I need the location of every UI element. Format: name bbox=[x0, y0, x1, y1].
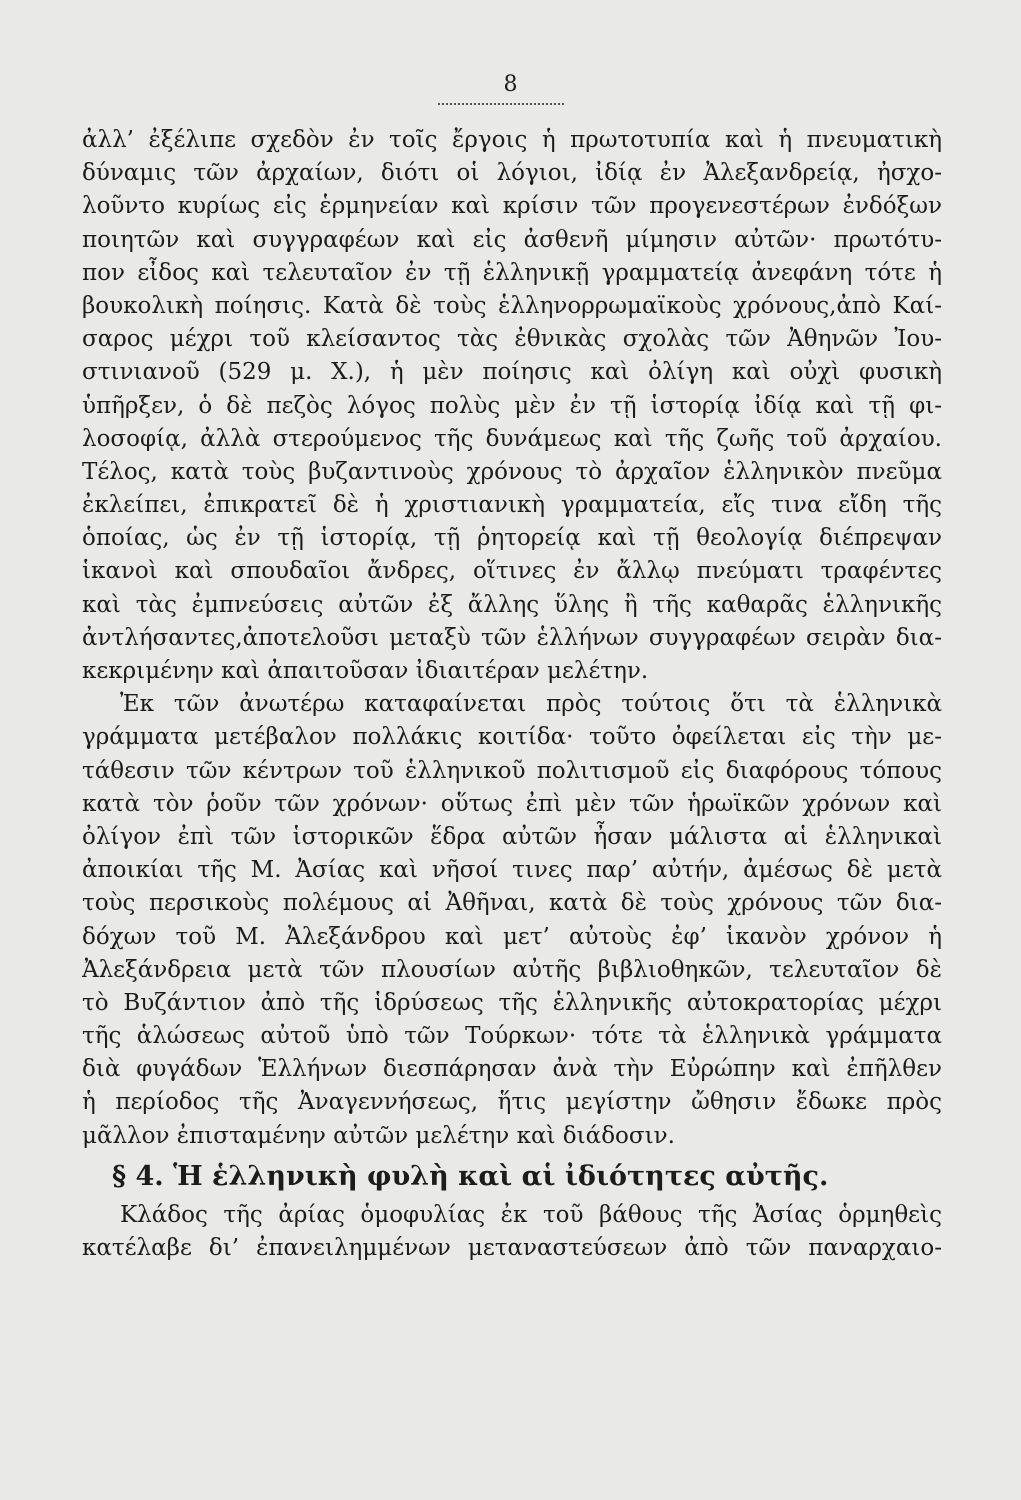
text-line: κεκριμένην καὶ ἀπαιτοῦσαν ἰδιαιτέραν μελέτην. bbox=[82, 658, 649, 684]
text-line: τῆς ἁλώσεως αὐτοῦ ὑπὸ τῶν Τούρκων· τότε τὰ ἑλληνικὰ γράμματα bbox=[82, 1023, 942, 1050]
body-text bbox=[82, 124, 942, 1265]
text-line: κατὰ τὸν ῥοῦν τῶν χρόνων· οὕτως ἐπὶ μὲν τῶν ἡρωϊκῶν χρόνων καὶ bbox=[82, 790, 942, 817]
text-line: τάθεσιν τῶν κέντρων τοῦ ἑλληνικοῦ πολιτισμοῦ εἰς διαφόρους τόπους bbox=[82, 757, 942, 784]
text-line: Κλάδος τῆς ἀρίας ὁμοφυλίας ἐκ τοῦ βάθους τῆς Ἀσίας ὁρμηθεὶς bbox=[120, 1201, 942, 1228]
section-heading: § 4. Ἡ ἑλληνικὴ φυλὴ καὶ αἱ ἰδιότητες αὐτῆς. bbox=[112, 1160, 829, 1192]
text-line: τοὺς περσικοὺς πολέμους αἱ Ἀθῆναι, κατὰ δὲ τοὺς χρόνους τῶν δια- bbox=[82, 890, 942, 917]
text-line: μᾶλλον ἐπισταμένην αὐτῶν μελέτην καὶ διάδοσιν. bbox=[82, 1122, 675, 1149]
text-line: ἱκανοὶ καὶ σπουδαῖοι ἄνδρες, οἵτινες ἐν ἄλλῳ πνεύματι τραφέντες bbox=[82, 558, 942, 585]
text-line: διὰ φυγάδων Ἑλλήνων διεσπάρησαν ἀνὰ τὴν Εὐρώπην καὶ ἐπῆλθεν bbox=[82, 1056, 942, 1083]
text-line: τὸ Βυζάντιον ἀπὸ τῆς ἱδρύσεως τῆς ἑλληνικῆς αὐτοκρατορίας μέχρι bbox=[82, 989, 942, 1016]
text-line: λοσοφίᾳ, ἀλλὰ στερούμενος τῆς δυνάμεως καὶ τῆς ζωῆς τοῦ ἀρχαίου. bbox=[82, 425, 942, 452]
text-line: ἀποικίαι τῆς Μ. Ἀσίας καὶ νῆσοί τινες παρ’ αὐτήν, ἀμέσως δὲ μετὰ bbox=[82, 857, 942, 884]
text-line: καὶ τὰς ἐμπνεύσεις αὐτῶν ἐξ ἄλλης ὕλης ἢ τῆς καθαρᾶς ἑλληνικῆς bbox=[82, 591, 942, 618]
text-line: βουκολικὴ ποίησις. Κατὰ δὲ τοὺς ἑλληνορρωμαϊκοὺς χρόνους,ἀπὸ Καί- bbox=[82, 292, 942, 319]
text-line: ὁποίας, ὡς ἐν τῇ ἱστορίᾳ, τῇ ῥητορείᾳ καὶ τῇ θεολογίᾳ διέπρεψαν bbox=[82, 525, 942, 552]
text-line: δόχων τοῦ Μ. Ἀλεξάνδρου καὶ μετ’ αὐτοὺς ἐφ’ ἱκανὸν χρόνον ἡ bbox=[82, 923, 942, 950]
text-line: ἐκλείπει, ἐπικρατεῖ δὲ ἡ χριστιανικὴ γραμματεία, εἴς τινα εἴδη τῆς bbox=[82, 492, 942, 519]
text-line: κατέλαβε δι’ ἐπανειλημμένων μεταναστεύσεων ἀπὸ τῶν παναρχαιο- bbox=[82, 1235, 942, 1261]
text-line: Τέλος, κατὰ τοὺς βυζαντινοὺς χρόνους τὸ ἀρχαῖον ἑλληνικὸν πνεῦμα bbox=[82, 458, 942, 485]
text-line: σαρος μέχρι τοῦ κλείσαντος τὰς ἐθνικὰς σχολὰς τῶν Ἀθηνῶν Ἰου- bbox=[82, 326, 942, 353]
text-line: ἡ περίοδος τῆς Ἀναγεννήσεως, ἥτις μεγίστην ὤθησιν ἔδωκε πρὸς bbox=[82, 1089, 942, 1116]
header-rule bbox=[438, 103, 564, 105]
paragraph-3 bbox=[82, 1199, 942, 1265]
text-line: ἀλλ’ ἐξέλιπε σχεδὸν ἐν τοῖς ἔργοις ἡ πρωτοτυπία καὶ ἡ πνευματικὴ bbox=[82, 127, 942, 153]
page-number: 8 bbox=[503, 72, 518, 97]
text-line: ποιητῶν καὶ συγγραφέων καὶ εἰς ἀσθενῆ μίμησιν αὐτῶν· πρωτότυ- bbox=[82, 226, 942, 253]
paragraph-1 bbox=[82, 124, 942, 688]
text-line: πον εἶδος καὶ τελευταῖον ἐν τῇ ἑλληνικῇ γραμματείᾳ ἀνεφάνη τότε ἡ bbox=[82, 259, 942, 286]
text-line: ἀντλήσαντες,ἀποτελοῦσι μεταξὺ τῶν ἑλλήνων συγγραφέων σειρὰν δια- bbox=[82, 624, 942, 651]
text-line: Ἐκ τῶν ἀνωτέρω καταφαίνεται πρὸς τούτοις ὅτι τὰ ἑλληνικὰ bbox=[120, 691, 942, 718]
text-line: λοῦντο κυρίως εἰς ἑρμηνείαν καὶ κρίσιν τῶν προγενεστέρων ἐνδόξων bbox=[82, 193, 942, 220]
text-line: δύναμις τῶν ἀρχαίων, διότι οἱ λόγιοι, ἰδίᾳ ἐν Ἀλεξανδρείᾳ, ἠσχο- bbox=[82, 160, 942, 187]
text-line: Ἀλεξάνδρεια μετὰ τῶν πλουσίων αὐτῆς βιβλιοθηκῶν, τελευταῖον δὲ bbox=[82, 956, 942, 983]
text-line: γράμματα μετέβαλον πολλάκις κοιτίδα· τοῦτο ὀφείλεται εἰς τὴν με- bbox=[82, 724, 942, 751]
text-line: ὀλίγον ἐπὶ τῶν ἱστορικῶν ἕδρα αὐτῶν ἦσαν μάλιστα αἱ ἑλληνικαὶ bbox=[82, 823, 942, 850]
text-line: ὑπῆρξεν, ὁ δὲ πεζὸς λόγος πολὺς μὲν ἐν τῇ ἱστορίᾳ ἰδίᾳ καὶ τῇ φι- bbox=[82, 392, 942, 419]
text-line: στινιανοῦ (529 μ. Χ.), ἡ μὲν ποίησις καὶ ὀλίγη καὶ οὐχὶ φυσικὴ bbox=[82, 359, 942, 386]
paragraph-2 bbox=[82, 688, 942, 1153]
